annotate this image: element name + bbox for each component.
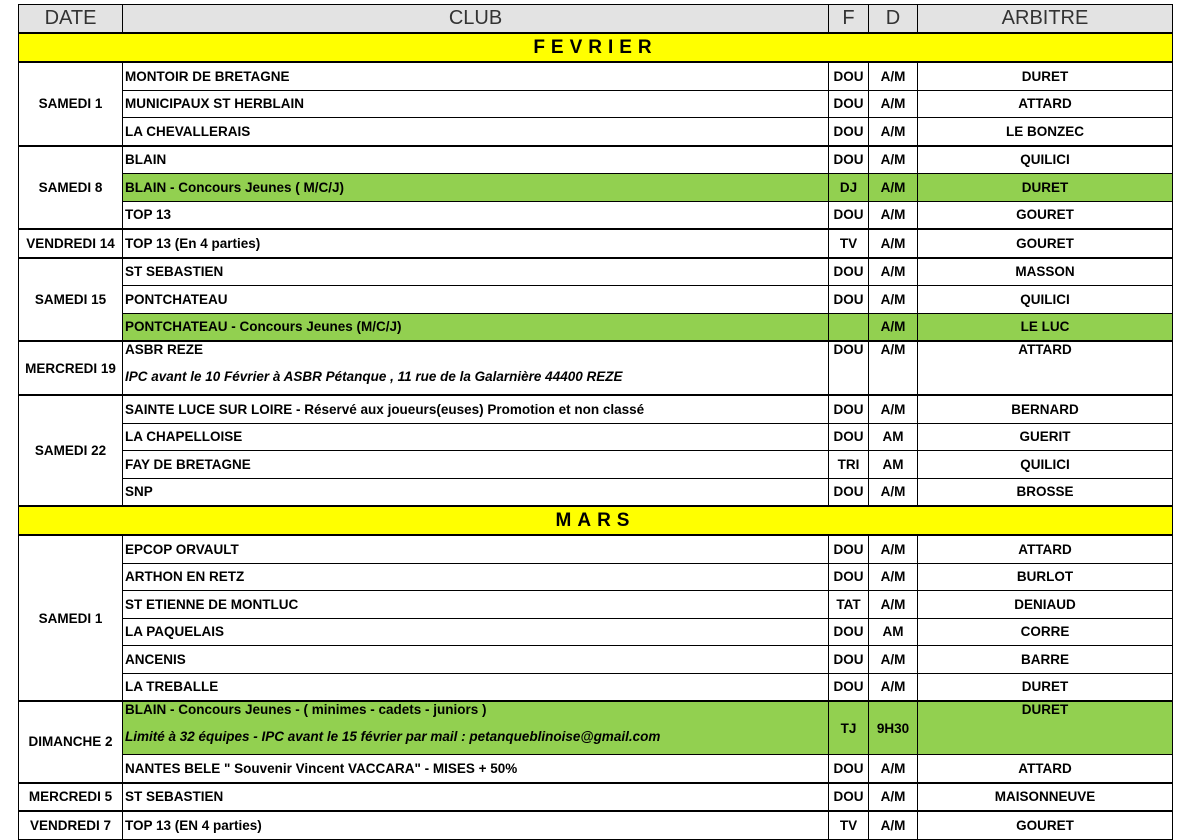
club-cell <box>123 701 829 755</box>
date-cell: SAMEDI 1 <box>19 535 123 701</box>
arbitre-cell: LE BONZEC <box>918 118 1173 146</box>
table-row <box>19 118 1173 146</box>
arbitre-cell: DURET <box>918 701 1173 755</box>
arbitre-cell: DENIAUD <box>918 591 1173 619</box>
table-row <box>19 591 1173 619</box>
arbitre-cell: DURET <box>918 673 1173 701</box>
arbitre-cell: BROSSE <box>918 478 1173 506</box>
club-cell: ST SEBASTIEN <box>123 258 829 286</box>
f-cell: DOU <box>829 646 869 674</box>
table-row <box>19 673 1173 701</box>
f-cell: DOU <box>829 783 869 812</box>
table-row <box>19 286 1173 314</box>
club-cell: MONTOIR DE BRETAGNE <box>123 62 829 90</box>
club-cell: BLAIN - Concours Jeunes ( M/C/J) <box>123 174 829 202</box>
d-cell: 9H30 <box>869 701 918 755</box>
f-cell: DOU <box>829 286 869 314</box>
arbitre-cell: DURET <box>918 62 1173 90</box>
club-cell: ANCENIS <box>123 646 829 674</box>
d-cell: A/M <box>869 755 918 783</box>
club-cell <box>123 341 829 395</box>
month-row-mars <box>19 506 1173 535</box>
f-cell: DOU <box>829 618 869 646</box>
club-cell: SNP <box>123 478 829 506</box>
arbitre-cell: DURET <box>918 174 1173 202</box>
d-cell: A/M <box>869 673 918 701</box>
d-cell: A/M <box>869 313 918 341</box>
club-cell: MUNICIPAUX ST HERBLAIN <box>123 90 829 118</box>
table-row <box>19 62 1173 90</box>
f-cell: TV <box>829 811 869 839</box>
f-cell: DOU <box>829 90 869 118</box>
arbitre-cell: BURLOT <box>918 563 1173 591</box>
club-name: BLAIN - Concours Jeunes - ( minimes - cadets - juniors ) <box>125 702 487 717</box>
table-row <box>19 341 1173 395</box>
club-cell: LA PAQUELAIS <box>123 618 829 646</box>
month-label: MARS <box>19 506 1173 535</box>
f-cell <box>829 313 869 341</box>
club-cell: NANTES BELE " Souvenir Vincent VACCARA" - MISES + 50% <box>123 755 829 783</box>
f-cell: DOU <box>829 118 869 146</box>
d-cell: A/M <box>869 811 918 839</box>
f-cell: DOU <box>829 673 869 701</box>
date-cell: SAMEDI 8 <box>19 146 123 230</box>
table-row <box>19 146 1173 174</box>
club-cell: PONTCHATEAU - Concours Jeunes (M/C/J) <box>123 313 829 341</box>
header-row <box>19 5 1173 34</box>
club-cell: ST SEBASTIEN <box>123 783 829 812</box>
f-cell: TRI <box>829 451 869 479</box>
d-cell: A/M <box>869 258 918 286</box>
arbitre-cell: QUILICI <box>918 146 1173 174</box>
table-row <box>19 423 1173 451</box>
arbitre-cell: LE LUC <box>918 313 1173 341</box>
d-cell: A/M <box>869 174 918 202</box>
table-row <box>19 755 1173 783</box>
f-cell: DOU <box>829 201 869 229</box>
arbitre-cell: ATTARD <box>918 341 1173 395</box>
table-row <box>19 90 1173 118</box>
club-note: Limité à 32 équipes - IPC avant le 15 février par mail : petanqueblinoise@gmail.com <box>125 729 661 744</box>
d-cell: A/M <box>869 563 918 591</box>
table-row-highlight <box>19 701 1173 755</box>
f-cell: DOU <box>829 755 869 783</box>
club-cell: FAY DE BRETAGNE <box>123 451 829 479</box>
date-cell: SAMEDI 22 <box>19 395 123 506</box>
d-cell: A/M <box>869 646 918 674</box>
f-cell: TV <box>829 229 869 258</box>
d-cell: AM <box>869 618 918 646</box>
month-row-fevrier <box>19 33 1173 62</box>
arbitre-cell: BERNARD <box>918 395 1173 423</box>
f-cell: DOU <box>829 478 869 506</box>
table-row <box>19 618 1173 646</box>
arbitre-cell: GOURET <box>918 229 1173 258</box>
f-cell: DOU <box>829 423 869 451</box>
table-row <box>19 563 1173 591</box>
table-row-highlight <box>19 313 1173 341</box>
header-f: F <box>829 5 869 34</box>
d-cell: A/M <box>869 146 918 174</box>
club-cell: LA CHAPELLOISE <box>123 423 829 451</box>
f-cell: DOU <box>829 395 869 423</box>
table-row <box>19 229 1173 258</box>
arbitre-cell: MASSON <box>918 258 1173 286</box>
club-cell: TOP 13 (En 4 parties) <box>123 229 829 258</box>
arbitre-cell: QUILICI <box>918 451 1173 479</box>
d-cell: A/M <box>869 90 918 118</box>
d-cell: A/M <box>869 341 918 395</box>
d-cell: A/M <box>869 201 918 229</box>
table-row <box>19 811 1173 839</box>
f-cell: DOU <box>829 563 869 591</box>
header-arbitre: ARBITRE <box>918 5 1173 34</box>
d-cell: A/M <box>869 62 918 90</box>
f-cell: TAT <box>829 591 869 619</box>
arbitre-cell: BARRE <box>918 646 1173 674</box>
date-cell: DIMANCHE 2 <box>19 701 123 783</box>
d-cell: A/M <box>869 783 918 812</box>
arbitre-cell: QUILICI <box>918 286 1173 314</box>
f-cell: DOU <box>829 535 869 563</box>
f-cell: DOU <box>829 62 869 90</box>
club-cell: ST ETIENNE DE MONTLUC <box>123 591 829 619</box>
header-d: D <box>869 5 918 34</box>
header-club: CLUB <box>123 5 829 34</box>
club-cell: EPCOP ORVAULT <box>123 535 829 563</box>
d-cell: A/M <box>869 286 918 314</box>
arbitre-cell: MAISONNEUVE <box>918 783 1173 812</box>
date-cell: SAMEDI 15 <box>19 258 123 342</box>
arbitre-cell: GOURET <box>918 201 1173 229</box>
f-cell: DJ <box>829 174 869 202</box>
arbitre-cell: GUERIT <box>918 423 1173 451</box>
club-cell: PONTCHATEAU <box>123 286 829 314</box>
table-row <box>19 646 1173 674</box>
arbitre-cell: CORRE <box>918 618 1173 646</box>
date-cell: VENDREDI 7 <box>19 811 123 839</box>
arbitre-cell: ATTARD <box>918 535 1173 563</box>
d-cell: AM <box>869 423 918 451</box>
date-cell: VENDREDI 14 <box>19 229 123 258</box>
schedule-table <box>18 4 1173 840</box>
club-cell: SAINTE LUCE SUR LOIRE - Réservé aux joueurs(euses) Promotion et non classé <box>123 395 829 423</box>
date-cell: SAMEDI 1 <box>19 62 123 146</box>
arbitre-cell: GOURET <box>918 811 1173 839</box>
date-cell: MERCREDI 5 <box>19 783 123 812</box>
date-cell: MERCREDI 19 <box>19 341 123 395</box>
d-cell: A/M <box>869 395 918 423</box>
club-cell: BLAIN <box>123 146 829 174</box>
table-row <box>19 395 1173 423</box>
table-row <box>19 783 1173 812</box>
d-cell: A/M <box>869 535 918 563</box>
d-cell: A/M <box>869 478 918 506</box>
f-cell: TJ <box>829 701 869 755</box>
table-row <box>19 451 1173 479</box>
arbitre-cell: ATTARD <box>918 755 1173 783</box>
f-cell: DOU <box>829 258 869 286</box>
club-cell: LA TREBALLE <box>123 673 829 701</box>
club-cell: TOP 13 (EN 4 parties) <box>123 811 829 839</box>
arbitre-cell: ATTARD <box>918 90 1173 118</box>
d-cell: AM <box>869 451 918 479</box>
table-row <box>19 478 1173 506</box>
club-cell: TOP 13 <box>123 201 829 229</box>
month-label: FEVRIER <box>19 33 1173 62</box>
table-row <box>19 258 1173 286</box>
club-cell: ARTHON EN RETZ <box>123 563 829 591</box>
table-row-highlight <box>19 174 1173 202</box>
club-name: ASBR REZE <box>125 342 204 357</box>
club-note: IPC avant le 10 Février à ASBR Pétanque , 11 rue de la Galarnière 44400 REZE <box>125 369 623 384</box>
header-date: DATE <box>19 5 123 34</box>
d-cell: A/M <box>869 229 918 258</box>
f-cell: DOU <box>829 341 869 395</box>
d-cell: A/M <box>869 591 918 619</box>
d-cell: A/M <box>869 118 918 146</box>
club-cell: LA CHEVALLERAIS <box>123 118 829 146</box>
f-cell: DOU <box>829 146 869 174</box>
table-row <box>19 201 1173 229</box>
table-row <box>19 535 1173 563</box>
